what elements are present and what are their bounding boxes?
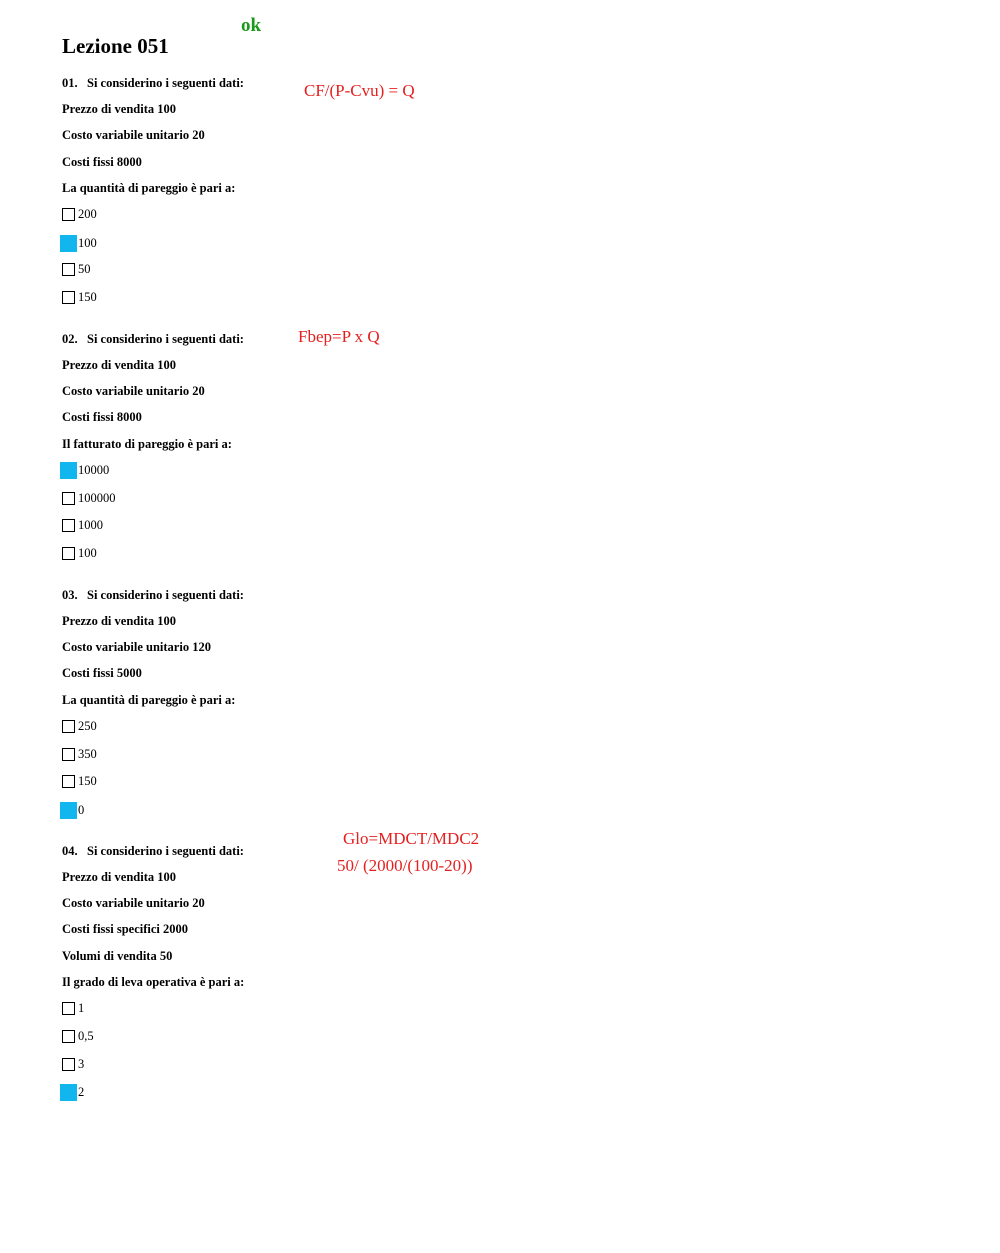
answer-option[interactable] (62, 518, 103, 533)
question-02-prompt: Il fatturato di pareggio è pari a: (62, 437, 232, 451)
checkbox-checked[interactable] (60, 1084, 77, 1101)
question-03-data-line: Costo variabile unitario 120 (62, 640, 211, 654)
question-01-data-line: Costo variabile unitario 20 (62, 128, 205, 142)
question-02-data-line: Costi fissi 8000 (62, 410, 142, 424)
lesson-title: Lezione 051 (62, 34, 169, 58)
option-label: 350 (78, 747, 97, 761)
question-01-prompt: La quantità di pareggio è pari a: (62, 181, 236, 195)
option-label: 100000 (78, 491, 116, 505)
option-label: 10000 (78, 463, 110, 477)
handwritten-note: Fbep=P x Q (298, 327, 380, 346)
answer-option[interactable] (62, 1084, 84, 1101)
question-03-data-line: Prezzo di vendita 100 (62, 614, 176, 628)
checkbox[interactable] (62, 492, 75, 505)
checkbox[interactable] (62, 720, 75, 733)
checkbox[interactable] (62, 1002, 75, 1015)
question-02-data-line: Costo variabile unitario 20 (62, 384, 205, 398)
handwritten-note: CF/(P-Cvu) = Q (304, 81, 415, 100)
answer-option[interactable] (62, 546, 97, 561)
question-02-intro (62, 332, 244, 347)
answer-option[interactable] (62, 747, 97, 762)
question-01-text: Si considerino i seguenti dati: (87, 76, 244, 90)
question-04-prompt: Il grado di leva operativa è pari a: (62, 975, 245, 989)
checkbox[interactable] (62, 1030, 75, 1043)
question-03-text: Si considerino i seguenti dati: (87, 588, 244, 602)
option-label: 100 (78, 236, 97, 250)
option-label: 1000 (78, 518, 103, 532)
checkbox-checked[interactable] (60, 235, 77, 252)
checkbox[interactable] (62, 547, 75, 560)
answer-option[interactable] (62, 774, 97, 789)
answer-option[interactable] (62, 290, 97, 305)
question-01-data-line: Prezzo di vendita 100 (62, 102, 176, 116)
handwritten-note: 50/ (2000/(100-20)) (337, 856, 473, 875)
question-02-data-line: Prezzo di vendita 100 (62, 358, 176, 372)
option-label: 1 (78, 1001, 85, 1015)
checkbox-checked[interactable] (60, 462, 77, 479)
status-mark: ok (241, 15, 262, 36)
answer-option[interactable] (62, 1057, 84, 1072)
option-label: 150 (78, 290, 97, 304)
answer-option[interactable] (62, 719, 97, 734)
question-04-intro (62, 844, 244, 859)
question-01-intro (62, 76, 244, 91)
question-03-data-line: Costi fissi 5000 (62, 666, 142, 680)
answer-option[interactable] (62, 462, 109, 479)
option-label: 50 (78, 262, 91, 276)
question-04-data-line: Costo variabile unitario 20 (62, 896, 205, 910)
checkbox[interactable] (62, 291, 75, 304)
option-label: 0,5 (78, 1029, 94, 1043)
question-04-number: 04. (62, 844, 78, 858)
answer-option[interactable] (62, 207, 97, 222)
checkbox[interactable] (62, 775, 75, 788)
option-label: 3 (78, 1057, 85, 1071)
question-02-number: 02. (62, 332, 78, 346)
answer-option[interactable] (62, 802, 84, 819)
question-03-intro (62, 588, 244, 603)
option-label: 250 (78, 719, 97, 733)
question-02-text: Si considerino i seguenti dati: (87, 332, 244, 346)
answer-option[interactable] (62, 1001, 84, 1016)
question-01-number: 01. (62, 76, 78, 90)
checkbox[interactable] (62, 208, 75, 221)
answer-option[interactable] (62, 235, 97, 252)
answer-option[interactable] (62, 1029, 94, 1044)
answer-option[interactable] (62, 491, 116, 506)
checkbox[interactable] (62, 748, 75, 761)
checkbox[interactable] (62, 263, 75, 276)
question-04-data-line: Volumi di vendita 50 (62, 949, 173, 963)
checkbox[interactable] (62, 519, 75, 532)
question-01-data-line: Costi fissi 8000 (62, 155, 142, 169)
handwritten-note: Glo=MDCT/MDC2 (343, 829, 480, 848)
question-04-data-line: Costi fissi specifici 2000 (62, 922, 189, 936)
checkbox[interactable] (62, 1058, 75, 1071)
option-label: 2 (78, 1085, 85, 1099)
option-label: 0 (78, 803, 85, 817)
question-03-number: 03. (62, 588, 78, 602)
question-04-text: Si considerino i seguenti dati: (87, 844, 244, 858)
checkbox-checked[interactable] (60, 802, 77, 819)
question-04-data-line: Prezzo di vendita 100 (62, 870, 176, 884)
option-label: 200 (78, 207, 97, 221)
question-03-prompt: La quantità di pareggio è pari a: (62, 693, 236, 707)
answer-option[interactable] (62, 262, 91, 277)
option-label: 150 (78, 774, 97, 788)
option-label: 100 (78, 546, 97, 560)
